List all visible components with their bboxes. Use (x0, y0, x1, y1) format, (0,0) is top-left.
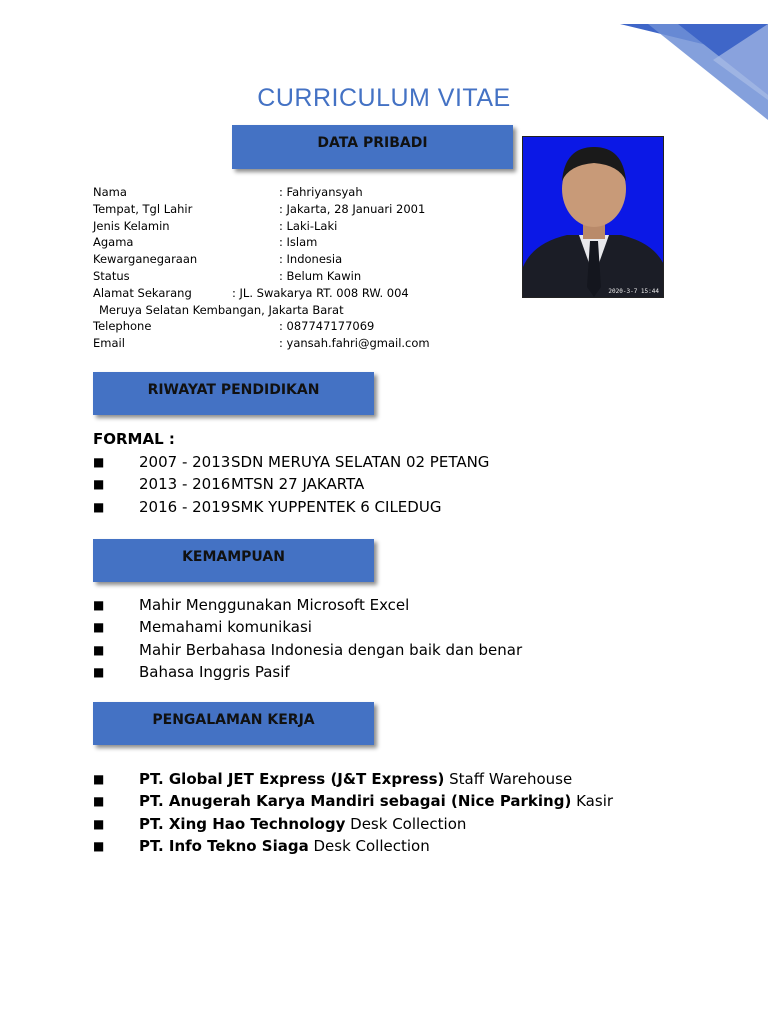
info-value: : Laki-Laki (279, 218, 338, 233)
bullet-icon: ■ (93, 477, 105, 492)
company-name: PT. Info Tekno Siaga (139, 836, 309, 855)
bullet-icon: ■ (93, 772, 105, 786)
bullet-icon: ■ (93, 598, 105, 612)
info-value: : yansah.fahri@gmail.com (279, 336, 430, 351)
info-label: Status (93, 268, 130, 283)
section-data-pribadi (232, 125, 513, 169)
info-label: Telephone (93, 319, 152, 334)
portrait-icon (523, 137, 664, 298)
education-school: MTSN 27 JAKARTA (231, 475, 365, 494)
skill-text: Bahasa Inggris Pasif (139, 662, 290, 681)
skill-text: Memahami komunikasi (139, 618, 312, 637)
job-role: Desk Collection (313, 836, 430, 855)
formal-heading: FORMAL : (93, 430, 175, 448)
job-role: Desk Collection (350, 814, 467, 833)
bullet-icon: ■ (93, 499, 105, 514)
section-heading: KEMAMPUAN (182, 549, 285, 565)
section-pengalaman-kerja (93, 702, 374, 745)
info-value: : Islam (279, 235, 318, 250)
education-years: 2007 - 2013 (139, 453, 231, 471)
job-role: Kasir (576, 792, 614, 811)
section-heading: PENGALAMAN KERJA (152, 712, 315, 728)
info-label: Nama (93, 185, 127, 199)
info-value: : 087747177069 (279, 319, 375, 334)
page-title: CURRICULUM VITAE (257, 84, 511, 112)
info-value: : Belum Kawin (279, 268, 362, 283)
info-value-continuation: Meruya Selatan Kembangan, Jakarta Barat (99, 302, 344, 317)
bullet-icon: ■ (93, 642, 105, 657)
bullet-icon: ■ (93, 664, 105, 679)
education-years: 2016 - 2019 (139, 497, 231, 516)
skill-text: Mahir Berbahasa Indonesia dengan baik dan benar (139, 640, 523, 659)
info-label: Jenis Kelamin (93, 218, 170, 233)
company-name: PT. Anugerah Karya Mandiri sebagai (Nice Parking) (139, 792, 572, 811)
info-value: : Indonesia (279, 252, 343, 267)
skill-text: Mahir Menggunakan Microsoft Excel (139, 596, 410, 614)
info-value: : Fahriyansyah (279, 185, 363, 199)
section-kemampuan (93, 539, 374, 582)
info-label: Email (93, 336, 125, 351)
section-heading: DATA PRIBADI (317, 135, 428, 151)
company-name: PT. Xing Hao Technology (139, 814, 346, 833)
bullet-icon: ■ (93, 794, 105, 809)
info-label: Kewarganegaraan (93, 252, 198, 267)
info-label: Alamat Sekarang (93, 285, 192, 300)
bullet-icon: ■ (93, 620, 105, 635)
info-label: Agama (93, 235, 134, 250)
education-years: 2013 - 2016 (139, 475, 231, 494)
bullet-icon: ■ (93, 816, 105, 831)
photo-timestamp: 2020-3-7 15:44 (608, 288, 659, 295)
info-label: Tempat, Tgl Lahir (93, 201, 193, 216)
company-name: PT. Global JET Express (J&T Express) (139, 770, 445, 788)
bullet-icon: ■ (93, 455, 105, 469)
bullet-icon: ■ (93, 838, 105, 853)
education-school: SMK YUPPENTEK 6 CILEDUG (231, 497, 442, 516)
info-value: : JL. Swakarya RT. 008 RW. 004 (232, 285, 409, 300)
section-heading: RIWAYAT PENDIDIKAN (147, 382, 320, 398)
profile-photo (522, 136, 664, 298)
info-value: : Jakarta, 28 Januari 2001 (279, 201, 426, 216)
section-riwayat-pendidikan (93, 372, 374, 415)
job-role: Staff Warehouse (449, 770, 573, 788)
education-school: SDN MERUYA SELATAN 02 PETANG (231, 453, 490, 471)
